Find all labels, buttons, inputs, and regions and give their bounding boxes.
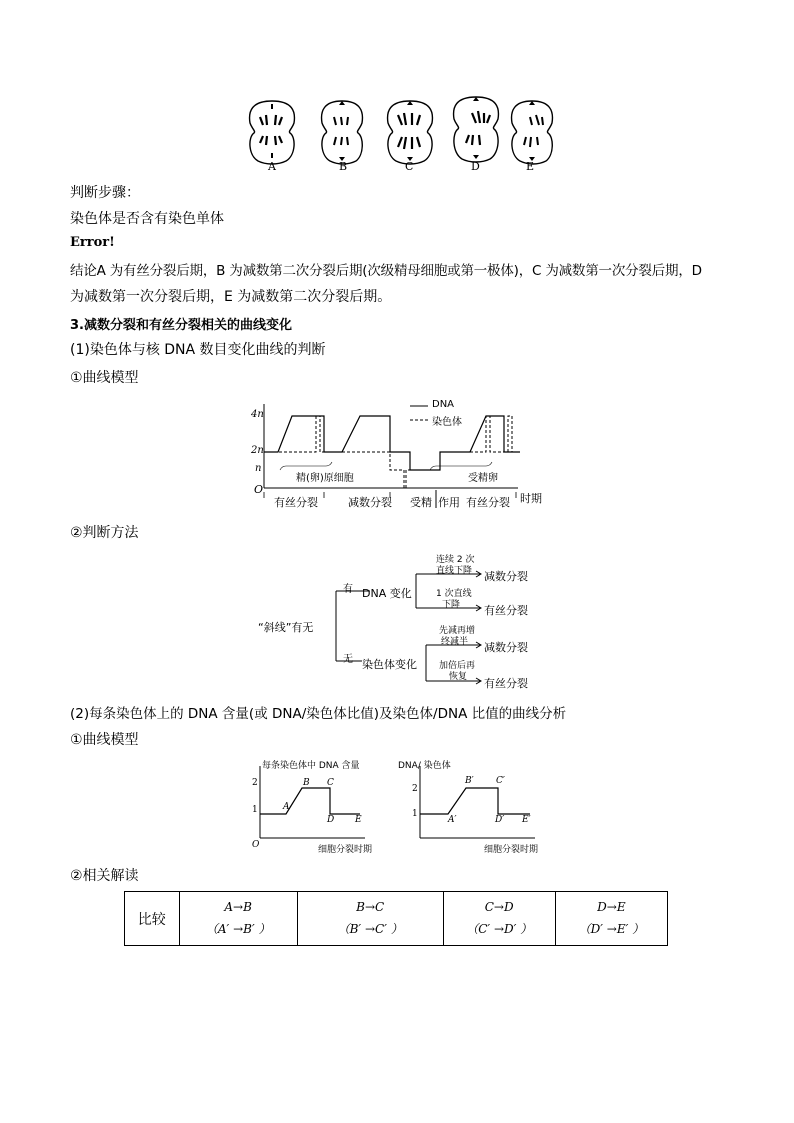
chart1-x-axis-end-label: 时期 <box>520 492 542 505</box>
chart1-ytick-4n: 4n <box>251 409 264 420</box>
table-cell-ab-bottom: （A′ →B′ ） <box>205 922 271 936</box>
chart3-point-d: D′ <box>495 815 505 825</box>
chart1-legend-dna: DNA <box>432 399 455 410</box>
cell-label-b: B <box>339 160 348 173</box>
chart3-x-label: 细胞分裂时期 <box>484 845 539 855</box>
curve-model-heading-2: ①曲线模型 <box>70 732 139 748</box>
tree-chromosome-change: 染色体变化 <box>362 658 417 671</box>
tree-result-meiosis-1: 减数分裂 <box>484 570 528 583</box>
chart1-phase-mitosis-2: 有丝分裂 <box>466 496 510 509</box>
cell-c-drawing <box>388 101 433 164</box>
table-header-compare: 比较 <box>125 892 180 946</box>
table-cell-cd <box>443 892 555 946</box>
dna-chromosome-ratio-chart <box>410 758 550 852</box>
tree-cond-1-line-1: 连续 2 次 <box>436 555 475 565</box>
cell-label-a: A <box>268 160 276 173</box>
interpretation-heading: ②相关解读 <box>70 868 139 884</box>
steps-label: 判断步骤： <box>70 185 140 201</box>
table-cell-ab-top: A→B <box>224 900 252 914</box>
conclusion-line-2: 为减数第一次分裂后期，E 为减数第二次分裂后期。 <box>70 289 392 305</box>
step-1: 染色体是否含有染色单体 <box>70 211 224 227</box>
chart1-phase-mitosis-1: 有丝分裂 <box>274 496 318 509</box>
chart3-point-c: C′ <box>496 776 505 786</box>
chart2-point-b: B <box>303 778 310 788</box>
dna-per-chromosome-chart <box>250 758 380 852</box>
table-cell-bc-bottom: （B′ →C′ ） <box>337 922 403 936</box>
cell-label-c: C <box>405 160 414 173</box>
table-cell-cd-bottom: （C′ →D′ ） <box>466 922 533 936</box>
tree-no: 无 <box>343 654 353 665</box>
tree-cond-2-line-1: 1 次直线 <box>436 589 472 599</box>
chart1-phase-meiosis: 减数分裂 <box>348 496 392 509</box>
cell-division-figure <box>240 95 560 175</box>
tree-yes: 有 <box>343 584 353 595</box>
chart1-origin: O <box>254 483 264 496</box>
cell-label-e: E <box>526 160 535 173</box>
cell-d-drawing <box>454 97 499 162</box>
subsection-1-heading: (1)染色体与核 DNA 数目变化曲线的判断 <box>70 342 326 358</box>
chart2-ytick-2: 2 <box>252 778 258 788</box>
chart3-point-b: B′ <box>465 776 474 786</box>
cell-e-drawing <box>512 101 553 164</box>
chart3-title: DNA/ 染色体 <box>398 761 451 771</box>
conclusion-line-1: 结论A 为有丝分裂后期，B 为减数第二次分裂后期(次级精母细胞或第一极体)，C 为减数第一次分裂后期，D <box>70 263 702 279</box>
section-3-heading: 3.减数分裂和有丝分裂相关的曲线变化 <box>70 318 292 333</box>
tree-cond-4-line-1: 加倍后再 <box>439 661 476 671</box>
chart1-phase-action: 作用 <box>438 496 460 509</box>
tree-result-mitosis-1: 有丝分裂 <box>484 604 528 617</box>
error-text: Error! <box>70 235 115 250</box>
tree-dna-change: DNA 变化 <box>362 587 412 600</box>
tree-root: “斜线”有无 <box>258 621 314 634</box>
cell-a-drawing <box>250 101 295 164</box>
chart2-ytick-1: 1 <box>252 805 258 815</box>
chart3-ytick-2: 2 <box>412 784 418 794</box>
chart1-region-right: 受精卵 <box>468 473 498 484</box>
chart3-point-a: A′ <box>448 815 457 825</box>
tree-cond-3-line-2: 终减半 <box>441 637 469 647</box>
curve-model-heading-1: ①曲线模型 <box>70 370 139 386</box>
table-cell-de-top: D→E <box>597 900 626 914</box>
chart1-phase-fertilization: 受精 <box>410 496 432 509</box>
subsection-2-heading: (2)每条染色体上的 DNA 含量(或 DNA/染色体比值)及染色体/DNA 比值的曲线分析 <box>70 706 567 722</box>
tree-cond-4-line-2: 恢复 <box>449 672 468 682</box>
chart2-title: 每条染色体中 DNA 含量 <box>262 761 360 771</box>
tree-cond-1-line-2: 直线下降 <box>436 566 473 576</box>
table-cell-bc <box>297 892 443 946</box>
chart3-ytick-1: 1 <box>412 809 418 819</box>
chart2-x-label: 细胞分裂时期 <box>318 845 373 855</box>
table-cell-cd-top: C→D <box>484 900 514 914</box>
tree-cond-2-line-2: 下降 <box>442 600 461 610</box>
cell-label-d: D <box>471 160 480 173</box>
tree-result-meiosis-2: 减数分裂 <box>484 641 528 654</box>
table-cell-ab <box>179 892 297 946</box>
chart1-region-left: 精(卵)原细胞 <box>296 473 354 484</box>
comparison-table <box>124 891 668 946</box>
chart2-point-a: A <box>283 802 290 812</box>
chart3-point-e: E′ <box>522 815 531 825</box>
chart1-ytick-2n: 2n <box>251 445 264 456</box>
judge-method-heading: ②判断方法 <box>70 525 139 541</box>
table-cell-de <box>555 892 667 946</box>
table-row <box>125 892 668 946</box>
cell-b-drawing <box>322 101 363 164</box>
table-cell-bc-top: B→C <box>356 900 385 914</box>
table-cell-de-bottom: （D′ →E′ ） <box>578 922 645 936</box>
chart2-origin: O <box>252 840 260 850</box>
chart1-legend-chromosome: 染色体 <box>432 417 462 428</box>
chart1-ytick-n: n <box>255 463 262 474</box>
chart2-point-d: D <box>327 815 335 825</box>
chart2-point-e: E <box>355 815 362 825</box>
chart2-point-c: C <box>327 778 334 788</box>
tree-result-mitosis-2: 有丝分裂 <box>484 677 528 690</box>
tree-cond-3-line-1: 先减再增 <box>439 626 476 636</box>
